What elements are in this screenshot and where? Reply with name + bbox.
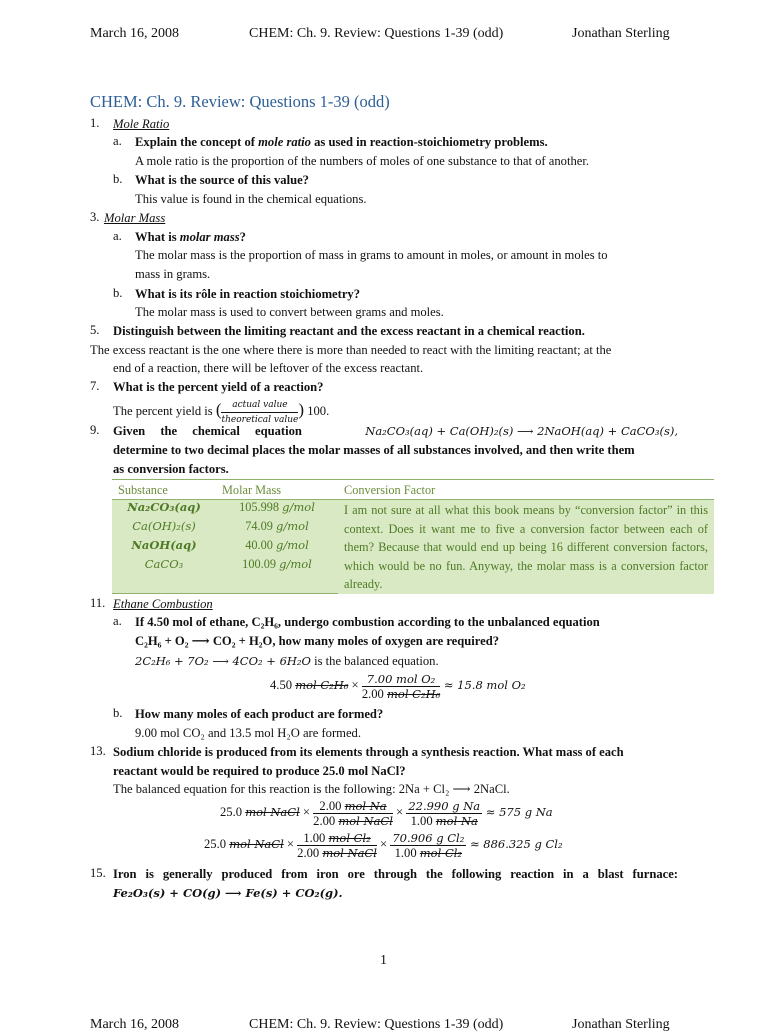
q1-topic: Mole Ratio bbox=[113, 117, 170, 131]
q1a-answer: A mole ratio is the proportion of the numbers of moles of one substance to that of another. bbox=[135, 154, 589, 168]
table-header: Molar Mass bbox=[216, 480, 338, 500]
q1a-question: Explain the concept of mole ratio as used in reaction-stoichiometry problems. bbox=[135, 135, 548, 149]
q15-number: 15. bbox=[90, 866, 106, 880]
substance-cell: Na₂CO₃(aq) bbox=[112, 500, 216, 520]
q3b-label: b. bbox=[113, 286, 123, 300]
next-page-header-author: Jonathan Sterling bbox=[572, 1017, 670, 1032]
substance-cell: CaCO₃ bbox=[112, 557, 216, 594]
q11a-question-line2: C₂H₆ + O₂ ⟶ CO₂ + H₂O, how many moles of oxygen are required? bbox=[135, 634, 500, 648]
q13-chlorine-calculation: 25.0 mol NaCl × $\frac{\text{1.00 mol Cl₂}}{\text{2.00 mol NaCl}}$ × $\frac{\text{70.906 g Cl₂}}{\text{1.00 mol Cl₂}}$ ≈ 886.325 g Cl₂ bbox=[204, 830, 563, 860]
molar-mass-cell: 100.09 g/mol bbox=[216, 557, 338, 594]
table-header: Conversion Factor bbox=[338, 480, 714, 500]
q13-question-line2: reactant would be required to produce 25.0 mol NaCl? bbox=[113, 764, 406, 778]
next-page-header-course: CHEM: Ch. 9. Review: Questions 1-39 (odd) bbox=[249, 1017, 504, 1032]
q3a-answer-line1: The molar mass is the proportion of mass in grams to amount in moles, or amount in moles to bbox=[135, 248, 608, 262]
substance-cell: NaOH(aq) bbox=[112, 538, 216, 557]
q11a-label: a. bbox=[113, 614, 122, 628]
q5-number: 5. bbox=[90, 323, 100, 337]
q3a-answer-line2: mass in grams. bbox=[135, 267, 211, 281]
q7-frac-numerator: actual value bbox=[221, 398, 298, 413]
q13-sodium-calculation: 25.0 mol NaCl × $\frac{\text{2.00 mol Na}}{\text{2.00 mol NaCl}}$ × $\frac{\text{22.990 g Na}}{\text{1.00 mol Na}}$ ≈ 575 g Na bbox=[220, 798, 553, 828]
molar-mass-cell: 40.00 g/mol bbox=[216, 538, 338, 557]
q3-topic: Molar Mass bbox=[104, 211, 166, 225]
q1-number: 1. bbox=[90, 116, 100, 130]
q11a-calculation: 4.50 mol C₂H₆ × $\frac{\text{7.00 mol O₂}}{\text{2.00 mol C₂H₆}}$ ≈ 15.8 mol O₂ bbox=[270, 671, 526, 701]
header-course: CHEM: Ch. 9. Review: Questions 1-39 (odd) bbox=[249, 26, 504, 41]
conversion-factor-note: I am not sure at all what this book means by “conversion factor” in this context. Does it want me to five a conversion factor between each of them? Because that would end up being 16 different conversion factors, which would be no fun. Anyway, the molar mass is a conversion factor already. bbox=[338, 500, 714, 594]
table-header-row bbox=[112, 480, 714, 500]
q11a-balanced-equation: 2C₂H₆ + 7O₂ ⟶ 4CO₂ + 6H₂O is the balanced equation. bbox=[135, 654, 439, 668]
next-page-header-date: March 16, 2008 bbox=[90, 1017, 180, 1032]
q7-number: 7. bbox=[90, 379, 100, 393]
molar-mass-cell: 105.998 g/mol bbox=[216, 500, 338, 520]
q11b-question: How many moles of each product are formed? bbox=[135, 707, 384, 721]
q11-topic: Ethane Combustion bbox=[113, 597, 213, 611]
q9-question-line3: as conversion factors. bbox=[113, 462, 229, 476]
q13-question-line1: Sodium chloride is produced from its elements through a synthesis reaction. What mass of each bbox=[113, 745, 624, 759]
molar-mass-cell: 74.09 g/mol bbox=[216, 519, 338, 538]
q1b-question: What is the source of this value? bbox=[135, 173, 309, 187]
q13-number: 13. bbox=[90, 744, 106, 758]
q11a-question-line1: If 4.50 mol of ethane, C₂H₆, undergo combustion according to the unbalanced equation bbox=[135, 615, 600, 629]
q11b-answer: 9.00 mol CO₂ and 13.5 mol H₂O are formed. bbox=[135, 726, 361, 740]
table-header: Substance bbox=[112, 480, 216, 500]
q7-question: What is the percent yield of a reaction? bbox=[113, 380, 324, 394]
substance-cell: Ca(OH)₂(s) bbox=[112, 519, 216, 538]
q3b-question: What is its rôle in reaction stoichiometry? bbox=[135, 287, 361, 301]
q11b-label: b. bbox=[113, 706, 123, 720]
q9-question-line1: Given the chemical equation Na₂CO₃(aq) + Ca(OH)₂(s) ⟶ 2NaOH(aq) + CaCO₃(s), bbox=[113, 424, 678, 438]
page-number: 1 bbox=[380, 953, 387, 968]
q7-answer: The percent yield is ( $\frac{\text{actual value}}{\text{theoretical value}}$ ) 100. bbox=[113, 399, 330, 425]
q11-number: 11. bbox=[90, 596, 106, 610]
q13-answer: The balanced equation for this reaction is the following: 2Na + Cl₂ ⟶ 2NaCl. bbox=[113, 782, 510, 796]
q3a-label: a. bbox=[113, 229, 122, 243]
q15-question-line2: Fe₂O₃(s) + CO(g) ⟶ Fe(s) + CO₂(g). bbox=[113, 886, 343, 900]
q5-answer-line2: end of a reaction, there will be leftover of the excess reactant. bbox=[113, 361, 424, 375]
q3b-answer: The molar mass is used to convert between grams and moles. bbox=[135, 305, 444, 319]
q1a-label: a. bbox=[113, 134, 122, 148]
q9-number: 9. bbox=[90, 423, 100, 437]
q9-question-line2: determine to two decimal places the molar masses of all substances involved, and then write them bbox=[113, 443, 635, 457]
molar-mass-table bbox=[112, 479, 714, 594]
header-date: March 16, 2008 bbox=[90, 26, 180, 41]
q5-answer-line1: The excess reactant is the one where there is more than needed to react with the limiting reactant; at the bbox=[90, 343, 612, 357]
q5-question: Distinguish between the limiting reactant and the excess reactant in a chemical reaction. bbox=[113, 324, 585, 338]
header-author: Jonathan Sterling bbox=[572, 26, 670, 41]
page-title: CHEM: Ch. 9. Review: Questions 1-39 (odd) bbox=[90, 92, 390, 111]
q3-number: 3. bbox=[90, 210, 100, 224]
q15-question-line1: Iron is generally produced from iron ore through the following reaction in a blast furnace: bbox=[113, 867, 678, 881]
q3a-question: What is molar mass? bbox=[135, 230, 246, 244]
q7-frac-denominator: theoretical value bbox=[221, 414, 299, 425]
q1b-label: b. bbox=[113, 172, 123, 186]
q1b-answer: This value is found in the chemical equations. bbox=[135, 192, 367, 206]
table-row bbox=[112, 500, 714, 520]
